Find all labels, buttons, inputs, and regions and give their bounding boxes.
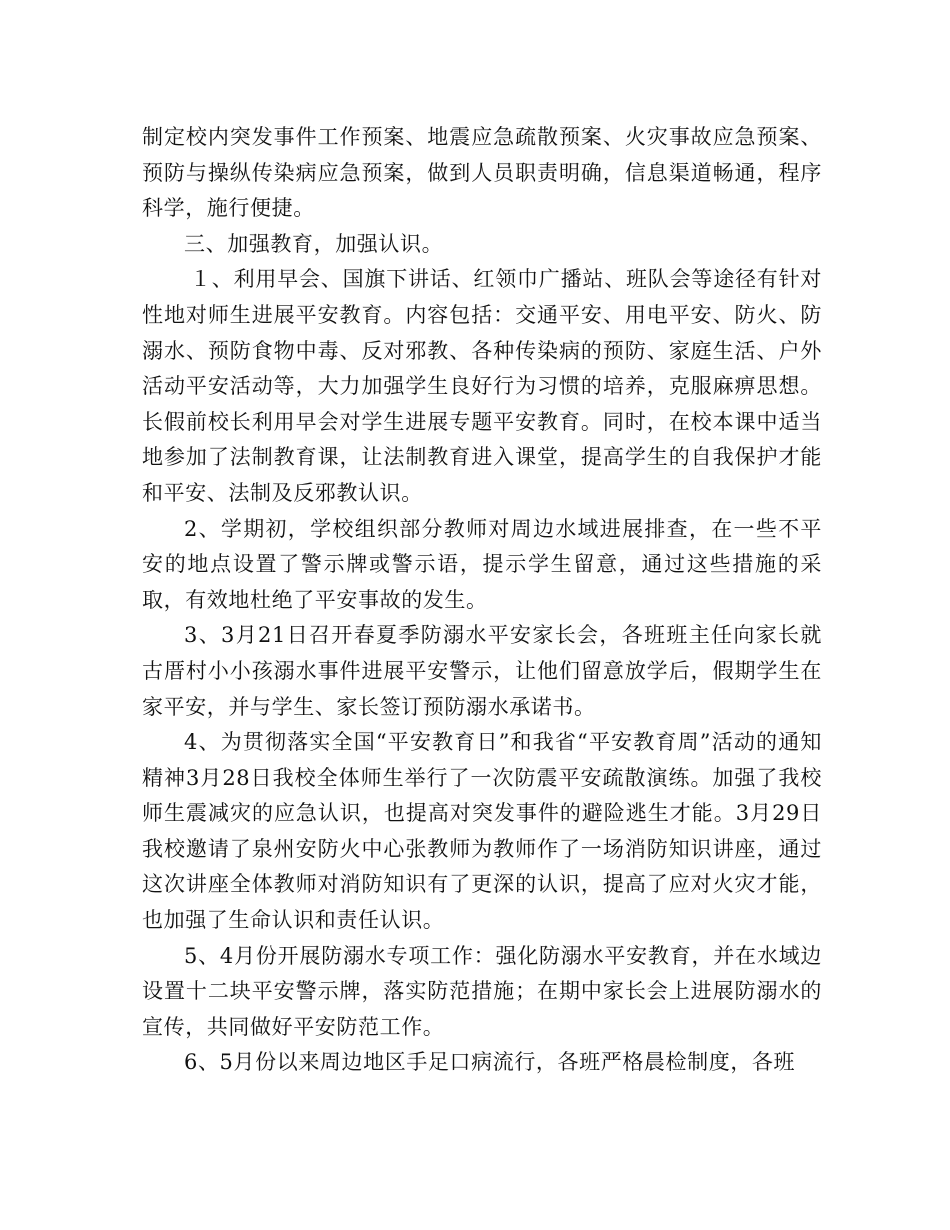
paragraph-item-1: １、利用早会、国旗下讲话、红领巾广播站、班队会等途径有针对性地对师生进展平安教育。内容包括：交通平安、用电平安、防火、防溺水、预防食物中毒、反对邪教、各种传染病的预防、家庭生活、户外活动平安活动等，大力加强学生良好行为习惯的培养，克服麻痹思想。长假前校长利用早会对学生进展专题平安教育。同时，在校本课中适当地参加了法制教育课，让法制教育进入课堂，提高学生的自我保护才能和平安、法制及反邪教认识。 xyxy=(142,267,822,505)
paragraph-item-6: 6、5月份以来周边地区手足口病流行，各班严格晨检制度，各班 xyxy=(184,1050,796,1075)
section-heading-education: 三、加强教育，加强认识。 xyxy=(184,231,444,256)
paragraph-emergency-plans: 制定校内突发事件工作预案、地震应急疏散预案、火灾事故应急预案、预防与操纵传染病应急预案，做到人员职责明确，信息渠道畅通，程序科学，施行便捷。 xyxy=(142,125,822,221)
document-body xyxy=(142,120,822,1081)
paragraph-item-4: 4、为贯彻落实全国“平安教育日”和我省“平安教育周”活动的通知精神3月28日我校全体师生举行了一次防震平安疏散演练。加强了我校师生震减灾的应急认识，也提高对突发事件的避险逃生才能。3月29日我校邀请了泉州安防火中心张教师为教师作了一场消防知识讲座，通过这次讲座全体教师对消防知识有了更深的认识，提高了应对火灾才能，也加强了生命认识和责任认识。 xyxy=(142,730,822,933)
paragraph-item-3: 3、3月21日召开春夏季防溺水平安家长会，各班班主任向家长就古厝村小小孩溺水事件进展平安警示，让他们留意放学后，假期学生在家平安，并与学生、家长签订预防溺水承诺书。 xyxy=(142,623,822,719)
paragraph-item-5: 5、4月份开展防溺水专项工作：强化防溺水平安教育，并在水域边设置十二块平安警示牌，落实防范措施；在期中家长会上进展防溺水的宣传，共同做好平安防范工作。 xyxy=(142,943,822,1039)
paragraph-item-2: 2、学期初，学校组织部分教师对周边水域进展排查，在一些不平安的地点设置了警示牌或警示语，提示学生留意，通过这些措施的采取，有效地杜绝了平安事故的发生。 xyxy=(142,516,822,612)
